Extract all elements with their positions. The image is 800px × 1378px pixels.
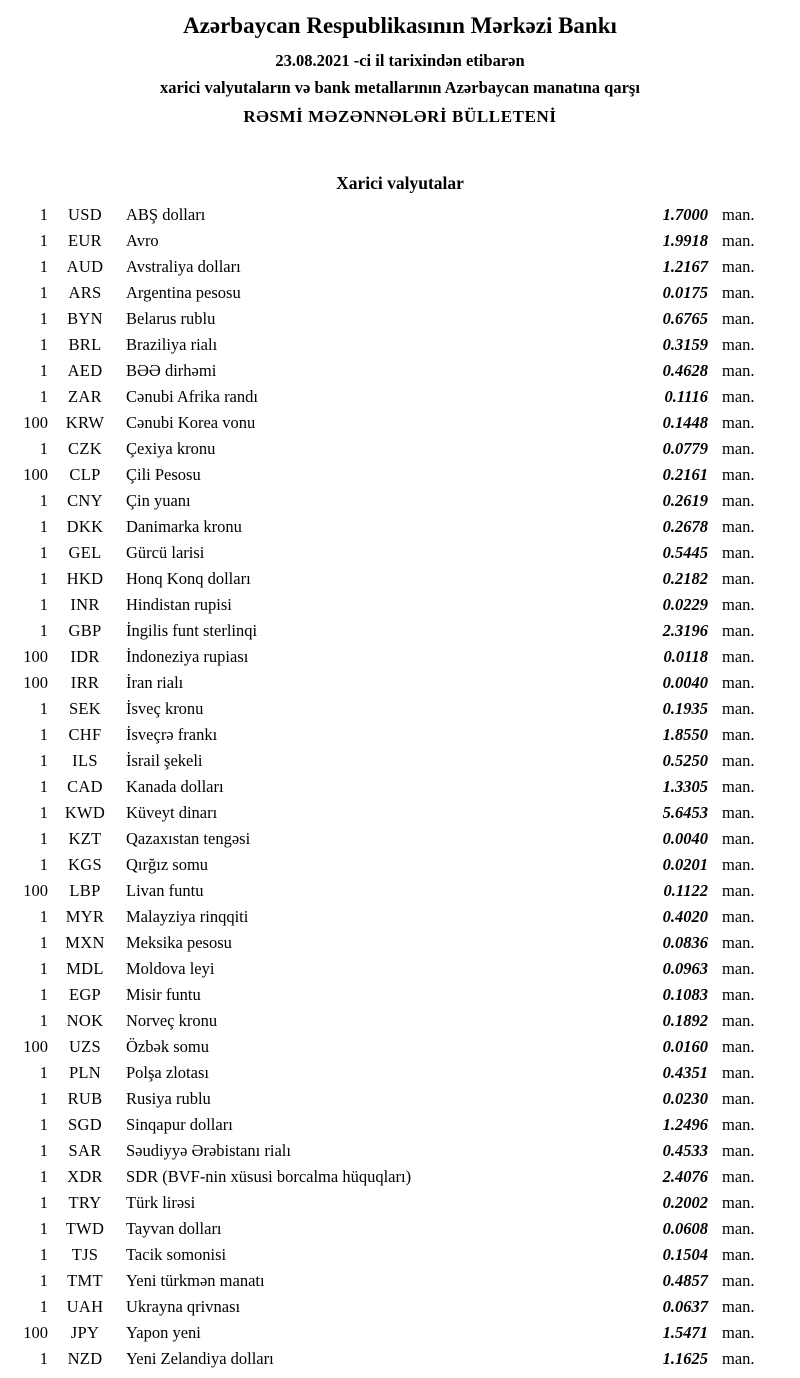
currency-code: BRL <box>68 335 102 355</box>
nominal-value: 100 <box>23 413 48 433</box>
rate-unit: man. <box>722 595 755 615</box>
rate-unit: man. <box>722 829 755 849</box>
currency-code: KWD <box>64 803 106 823</box>
currency-name: Hindistan rupisi <box>126 595 232 615</box>
rate-row <box>14 1060 772 1086</box>
rate-unit: man. <box>722 1297 755 1317</box>
currency-name: Danimarka kronu <box>126 517 242 537</box>
nominal-value: 1 <box>39 543 48 563</box>
rate-value: 0.1892 <box>662 1011 708 1031</box>
rate-unit: man. <box>722 751 755 771</box>
rate-value: 2.4076 <box>662 1167 708 1187</box>
currency-name: İsveçrə frankı <box>126 725 218 745</box>
currency-name: Avro <box>126 231 159 251</box>
currency-code: CHF <box>68 725 102 745</box>
currency-name: Türk lirəsi <box>126 1193 196 1213</box>
rate-value: 0.2619 <box>662 491 708 511</box>
nominal-value: 1 <box>39 517 48 537</box>
rate-row <box>14 358 772 384</box>
currency-code: HKD <box>66 569 104 589</box>
rate-value: 1.8550 <box>662 725 708 745</box>
rate-unit: man. <box>722 309 755 329</box>
rate-row <box>14 956 772 982</box>
currency-name: BƏƏ dirhəmi <box>126 361 217 381</box>
rate-unit: man. <box>722 569 755 589</box>
rate-unit: man. <box>722 777 755 797</box>
currency-name: Çexiya kronu <box>126 439 216 459</box>
rate-row <box>14 1320 772 1346</box>
nominal-value: 100 <box>23 647 48 667</box>
currency-code: CLP <box>69 465 101 485</box>
currency-name: Yapon yeni <box>126 1323 201 1343</box>
currency-code: TRY <box>68 1193 102 1213</box>
rate-value: 1.2496 <box>662 1115 708 1135</box>
nominal-value: 100 <box>23 673 48 693</box>
rate-value: 0.3159 <box>662 335 708 355</box>
currency-code: GBP <box>68 621 102 641</box>
rate-row <box>14 254 772 280</box>
currency-name: Cənubi Korea vonu <box>126 413 256 433</box>
rate-unit: man. <box>722 933 755 953</box>
rate-unit: man. <box>722 1219 755 1239</box>
rate-row <box>14 1008 772 1034</box>
nominal-value: 1 <box>39 309 48 329</box>
currency-code: MXN <box>65 933 105 953</box>
rate-row <box>14 488 772 514</box>
currency-code: LBP <box>69 881 101 901</box>
nominal-value: 100 <box>23 1323 48 1343</box>
nominal-value: 1 <box>39 595 48 615</box>
rate-row <box>14 852 772 878</box>
rate-unit: man. <box>722 231 755 251</box>
rate-unit: man. <box>722 1271 755 1291</box>
rate-value: 0.5445 <box>662 543 708 563</box>
rate-unit: man. <box>722 517 755 537</box>
currency-code: XDR <box>67 1167 103 1187</box>
rate-unit: man. <box>722 725 755 745</box>
rate-row <box>14 826 772 852</box>
rate-unit: man. <box>722 387 755 407</box>
rate-unit: man. <box>722 881 755 901</box>
nominal-value: 1 <box>39 1219 48 1239</box>
rate-unit: man. <box>722 1141 755 1161</box>
rate-row <box>14 982 772 1008</box>
rate-value: 1.3305 <box>662 777 708 797</box>
bulletin-title: RƏSMİ MƏZƏNNƏLƏRİ BÜLLETENİ <box>243 107 557 127</box>
nominal-value: 1 <box>39 855 48 875</box>
rate-value: 0.4351 <box>662 1063 708 1083</box>
currency-code: KZT <box>68 829 102 849</box>
rate-row <box>14 1190 772 1216</box>
rate-unit: man. <box>722 361 755 381</box>
nominal-value: 1 <box>39 751 48 771</box>
rate-unit: man. <box>722 621 755 641</box>
nominal-value: 1 <box>39 205 48 225</box>
nominal-value: 1 <box>39 725 48 745</box>
rate-unit: man. <box>722 439 755 459</box>
rate-row <box>14 514 772 540</box>
nominal-value: 100 <box>23 1037 48 1057</box>
currency-code: ILS <box>72 751 98 771</box>
rate-value: 0.1122 <box>663 881 708 901</box>
subject-line: xarici valyutaların və bank metallarının Azərbaycan manatına qarşı <box>160 77 640 97</box>
nominal-value: 1 <box>39 1193 48 1213</box>
rate-value: 0.4857 <box>662 1271 708 1291</box>
nominal-value: 1 <box>39 985 48 1005</box>
currency-name: Qırğız somu <box>126 855 209 875</box>
currency-name: İngilis funt sterlinqi <box>126 621 258 641</box>
currency-name: Meksika pesosu <box>126 933 232 953</box>
currency-code: CNY <box>67 491 103 511</box>
currency-code: IRR <box>70 673 100 693</box>
rate-value: 0.0175 <box>662 283 708 303</box>
rate-value: 1.2167 <box>662 257 708 277</box>
currency-code: CAD <box>67 777 103 797</box>
currency-name: Belarus rublu <box>126 309 216 329</box>
currency-name: Tacik somonisi <box>126 1245 227 1265</box>
rate-value: 0.1116 <box>664 387 708 407</box>
currency-name: İndoneziya rupiası <box>126 647 249 667</box>
currency-name: Sinqapur dolları <box>126 1115 233 1135</box>
rate-unit: man. <box>722 1037 755 1057</box>
bank-title: Azərbaycan Respublikasının Mərkəzi Bankı <box>183 13 617 38</box>
currency-code: AED <box>67 361 103 381</box>
rate-value: 0.1935 <box>662 699 708 719</box>
rate-row <box>14 280 772 306</box>
rate-value: 1.1625 <box>662 1349 708 1369</box>
currency-code: SAR <box>68 1141 102 1161</box>
rate-value: 5.6453 <box>662 803 708 823</box>
nominal-value: 1 <box>39 569 48 589</box>
rate-value: 0.0637 <box>662 1297 708 1317</box>
rate-value: 1.5471 <box>662 1323 708 1343</box>
nominal-value: 1 <box>39 439 48 459</box>
currency-name: Misir funtu <box>126 985 201 1005</box>
currency-name: Gürcü larisi <box>126 543 205 563</box>
currency-code: NZD <box>67 1349 103 1369</box>
rate-unit: man. <box>722 491 755 511</box>
rate-value: 2.3196 <box>662 621 708 641</box>
rate-row <box>14 566 772 592</box>
nominal-value: 1 <box>39 1297 48 1317</box>
rate-row <box>14 228 772 254</box>
rate-value: 0.5250 <box>662 751 708 771</box>
currency-name: Özbək somu <box>126 1037 209 1057</box>
rate-unit: man. <box>722 1245 755 1265</box>
rate-unit: man. <box>722 1167 755 1187</box>
rate-row <box>14 202 772 228</box>
rate-unit: man. <box>722 673 755 693</box>
rate-unit: man. <box>722 465 755 485</box>
rate-unit: man. <box>722 985 755 1005</box>
rate-value: 0.0229 <box>662 595 708 615</box>
nominal-value: 1 <box>39 959 48 979</box>
currency-name: Kanada dolları <box>126 777 224 797</box>
rate-value: 0.0779 <box>662 439 708 459</box>
rate-row <box>14 540 772 566</box>
currency-code: TMT <box>67 1271 103 1291</box>
currency-name: Moldova leyi <box>126 959 215 979</box>
nominal-value: 100 <box>23 881 48 901</box>
rate-row <box>14 1138 772 1164</box>
rate-value: 0.4628 <box>662 361 708 381</box>
rate-value: 0.0040 <box>662 829 708 849</box>
currency-name: Norveç kronu <box>126 1011 218 1031</box>
currency-code: ZAR <box>68 387 102 407</box>
nominal-value: 1 <box>39 777 48 797</box>
currency-code: USD <box>68 205 102 225</box>
currency-code: EUR <box>68 231 102 251</box>
section-title: Xarici valyutalar <box>336 173 464 194</box>
currency-name: Qazaxıstan tengəsi <box>126 829 251 849</box>
currency-code: BYN <box>67 309 103 329</box>
rate-row <box>14 1242 772 1268</box>
rate-row <box>14 306 772 332</box>
currency-code: RUB <box>67 1089 103 1109</box>
rate-row <box>14 1268 772 1294</box>
rate-row <box>14 462 772 488</box>
rate-row <box>14 1112 772 1138</box>
rate-value: 0.0836 <box>662 933 708 953</box>
rate-value: 0.0160 <box>662 1037 708 1057</box>
rate-unit: man. <box>722 257 755 277</box>
currency-code: SEK <box>68 699 102 719</box>
nominal-value: 1 <box>39 1245 48 1265</box>
rate-row <box>14 436 772 462</box>
currency-name: Küveyt dinarı <box>126 803 218 823</box>
currency-code: MYR <box>65 907 105 927</box>
rate-value: 0.0963 <box>662 959 708 979</box>
nominal-value: 1 <box>39 491 48 511</box>
nominal-value: 100 <box>23 465 48 485</box>
rate-value: 1.7000 <box>662 205 708 225</box>
rate-value: 0.1504 <box>662 1245 708 1265</box>
rate-row <box>14 1164 772 1190</box>
nominal-value: 1 <box>39 387 48 407</box>
rate-value: 0.1083 <box>662 985 708 1005</box>
currency-name: Malayziya rinqqiti <box>126 907 249 927</box>
nominal-value: 1 <box>39 1011 48 1031</box>
currency-code: INR <box>70 595 100 615</box>
rate-value: 0.2002 <box>662 1193 708 1213</box>
currency-name: İsveç kronu <box>126 699 204 719</box>
rate-row <box>14 930 772 956</box>
currency-name: Argentina pesosu <box>126 283 241 303</box>
rate-row <box>14 748 772 774</box>
currency-code: PLN <box>68 1063 102 1083</box>
rate-unit: man. <box>722 907 755 927</box>
rate-row <box>14 410 772 436</box>
rates-table <box>0 202 800 1378</box>
rate-row <box>14 774 772 800</box>
currency-name: Ukrayna qrivnası <box>126 1297 241 1317</box>
rate-row <box>14 878 772 904</box>
rate-unit: man. <box>722 1011 755 1031</box>
currency-code: CZK <box>68 439 102 459</box>
currency-name: Yeni Zelandiya dolları <box>126 1349 274 1369</box>
rate-row <box>14 644 772 670</box>
rate-row <box>14 618 772 644</box>
nominal-value: 1 <box>39 907 48 927</box>
rate-row <box>14 592 772 618</box>
currency-code: KGS <box>68 855 102 875</box>
rate-row <box>14 722 772 748</box>
currency-code: DKK <box>66 517 104 537</box>
rate-row <box>14 1294 772 1320</box>
rate-row <box>14 384 772 410</box>
rate-row <box>14 696 772 722</box>
currency-code: KRW <box>65 413 105 433</box>
nominal-value: 1 <box>39 933 48 953</box>
nominal-value: 1 <box>39 231 48 251</box>
nominal-value: 1 <box>39 361 48 381</box>
nominal-value: 1 <box>39 1271 48 1291</box>
rate-row <box>14 1086 772 1112</box>
currency-code: GEL <box>68 543 102 563</box>
nominal-value: 1 <box>39 1115 48 1135</box>
currency-code: IDR <box>70 647 100 667</box>
currency-name: ABŞ dolları <box>126 205 206 225</box>
rate-unit: man. <box>722 959 755 979</box>
rate-unit: man. <box>722 543 755 563</box>
rate-value: 0.1448 <box>662 413 708 433</box>
rate-unit: man. <box>722 699 755 719</box>
rate-row <box>14 332 772 358</box>
currency-name: Livan funtu <box>126 881 204 901</box>
rate-unit: man. <box>722 1323 755 1343</box>
rate-unit: man. <box>722 1349 755 1369</box>
currency-name: Səudiyyə Ərəbistanı rialı <box>126 1141 291 1161</box>
nominal-value: 1 <box>39 335 48 355</box>
rate-row <box>14 800 772 826</box>
nominal-value: 1 <box>39 1141 48 1161</box>
nominal-value: 1 <box>39 699 48 719</box>
bulletin-header <box>0 12 800 129</box>
rate-unit: man. <box>722 205 755 225</box>
currency-code: UAH <box>66 1297 104 1317</box>
currency-code: ARS <box>68 283 102 303</box>
rate-unit: man. <box>722 855 755 875</box>
rate-value: 0.4020 <box>662 907 708 927</box>
nominal-value: 1 <box>39 1089 48 1109</box>
nominal-value: 1 <box>39 621 48 641</box>
rate-value: 0.2182 <box>662 569 708 589</box>
nominal-value: 1 <box>39 829 48 849</box>
rate-unit: man. <box>722 647 755 667</box>
nominal-value: 1 <box>39 1063 48 1083</box>
rate-row <box>14 1034 772 1060</box>
rate-value: 0.2678 <box>662 517 708 537</box>
rate-unit: man. <box>722 1115 755 1135</box>
currency-name: Rusiya rublu <box>126 1089 211 1109</box>
currency-name: İran rialı <box>126 673 184 693</box>
nominal-value: 1 <box>39 257 48 277</box>
rate-value: 0.0118 <box>663 647 708 667</box>
rate-row <box>14 670 772 696</box>
rate-unit: man. <box>722 803 755 823</box>
rate-row <box>14 1216 772 1242</box>
rate-unit: man. <box>722 1193 755 1213</box>
currency-code: EGP <box>68 985 102 1005</box>
rate-value: 0.0201 <box>662 855 708 875</box>
currency-name: Cənubi Afrika randı <box>126 387 258 407</box>
currency-code: MDL <box>66 959 104 979</box>
currency-code: UZS <box>68 1037 102 1057</box>
rate-value: 0.6765 <box>662 309 708 329</box>
rate-row <box>14 904 772 930</box>
currency-code: TJS <box>71 1245 99 1265</box>
currency-name: Çili Pesosu <box>126 465 201 485</box>
currency-code: SGD <box>68 1115 102 1135</box>
nominal-value: 1 <box>39 283 48 303</box>
rate-row <box>14 1346 772 1372</box>
currency-code: TWD <box>65 1219 105 1239</box>
rate-unit: man. <box>722 335 755 355</box>
currency-name: Honq Konq dolları <box>126 569 251 589</box>
rate-value: 0.0040 <box>662 673 708 693</box>
currency-name: SDR (BVF-nin xüsusi borcalma hüquqları) <box>126 1167 412 1187</box>
currency-code: NOK <box>66 1011 104 1031</box>
nominal-value: 1 <box>39 1167 48 1187</box>
nominal-value: 1 <box>39 803 48 823</box>
currency-code: JPY <box>70 1323 100 1343</box>
currency-name: Çin yuanı <box>126 491 191 511</box>
currency-name: Yeni türkmən manatı <box>126 1271 265 1291</box>
currency-name: Avstraliya dolları <box>126 257 241 277</box>
rate-unit: man. <box>722 1063 755 1083</box>
rate-unit: man. <box>722 413 755 433</box>
rate-value: 1.9918 <box>662 231 708 251</box>
currency-name: Tayvan dolları <box>126 1219 222 1239</box>
rate-value: 0.0230 <box>662 1089 708 1109</box>
currency-name: Braziliya rialı <box>126 335 218 355</box>
rate-value: 0.4533 <box>662 1141 708 1161</box>
rate-unit: man. <box>722 283 755 303</box>
nominal-value: 1 <box>39 1349 48 1369</box>
rate-value: 0.0608 <box>662 1219 708 1239</box>
rate-value: 0.2161 <box>662 465 708 485</box>
date-line: 23.08.2021 -ci il tarixindən etibarən <box>275 50 525 70</box>
currency-name: Polşa zlotası <box>126 1063 209 1083</box>
currency-code: AUD <box>66 257 104 277</box>
currency-name: İsrail şekeli <box>126 751 203 771</box>
rate-unit: man. <box>722 1089 755 1109</box>
